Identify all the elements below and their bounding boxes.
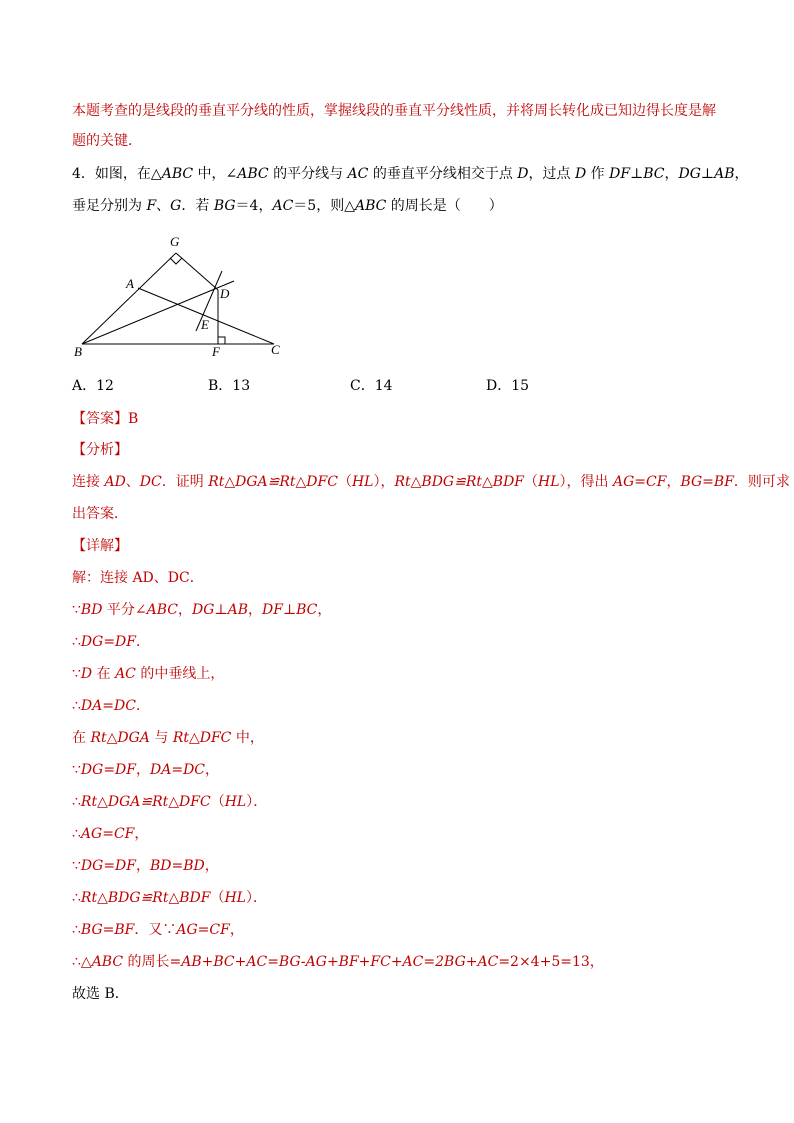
analysis-tag: 【分析】 [72, 442, 128, 458]
detail-step-4: ∵D 在 AC 的中垂线上， [72, 666, 225, 682]
answer-tag: 【答案】 [72, 411, 128, 427]
bisector-BD [82, 281, 234, 344]
option-d: D．15 [486, 378, 530, 394]
option-c: C．14 [350, 378, 393, 394]
detail-step-6: 在 Rt△DGA 与 Rt△DFC 中， [72, 730, 264, 746]
detail-step-1: 解：连接 AD、DC． [72, 570, 204, 586]
right-angle-G [170, 258, 182, 264]
question-number: 4． [72, 166, 95, 182]
detail-step-9: ∴AG=CF， [72, 826, 149, 842]
question-line-1: 4．如图，在△ABC 中，∠ABC 的平分线与 AC 的垂直平分线相交于点 D，过点 D 作 DF⊥BC，DG⊥AB， [72, 166, 749, 182]
detail-step-11: ∴Rt△BDG≌Rt△BDF（HL）． [72, 890, 267, 906]
option-a: A．12 [72, 378, 114, 394]
detail-step-10: ∵DG=DF，BD=BD， [72, 858, 219, 874]
detail-tag: 【详解】 [72, 538, 128, 554]
detail-step-5: ∴DA=DC． [72, 698, 150, 714]
detail-step-12: ∴BG=BF．又∵AG=CF， [72, 922, 244, 938]
analysis-line-2: 出答案． [72, 506, 128, 522]
detail-step-14: 故选 B． [72, 986, 129, 1002]
geometry-figure [66, 228, 296, 363]
analysis-line-1: 连接 AD、DC．证明 Rt△DGA≌Rt△DFC（HL），Rt△BDG≌Rt△BDF（HL），得出 AG=CF，BG=BF．则可求 [72, 474, 790, 490]
label-F: F [212, 344, 220, 359]
label-D: D [220, 286, 230, 301]
option-b: B．13 [208, 378, 251, 394]
segment-GD [176, 253, 218, 290]
answer-value: B [128, 411, 139, 427]
label-C: C [271, 342, 280, 357]
detail-step-2: ∵BD 平分∠ABC，DG⊥AB，DF⊥BC， [72, 602, 332, 618]
segment-BG [82, 253, 176, 344]
intro-line-2: 题的关键． [72, 133, 142, 149]
right-angle-F [218, 337, 225, 344]
segment-AC [138, 288, 274, 344]
detail-step-8: ∴Rt△DGA≌Rt△DFC（HL）． [72, 794, 268, 810]
label-E: E [201, 317, 209, 332]
detail-step-3: ∴DG=DF． [72, 634, 150, 650]
detail-step-7: ∵DG=DF，DA=DC， [72, 762, 220, 778]
label-A: A [126, 276, 134, 291]
answer-line [72, 409, 138, 429]
label-B: B [74, 344, 82, 359]
detail-step-13: ∴△ABC 的周长=AB+BC+AC=BG-AG+BF+FC+AC=2BG+AC=2×4+5=13， [72, 954, 604, 970]
label-G: G [170, 234, 180, 249]
intro-line-1: 本题考查的是线段的垂直平分线的性质，掌握线段的垂直平分线性质，并将周长转化成已知边得长度是解 [72, 103, 716, 119]
question-line-2: 垂足分别为 F、G．若 BG＝4，AC＝5，则△ABC 的周长是（ ） [72, 198, 503, 214]
